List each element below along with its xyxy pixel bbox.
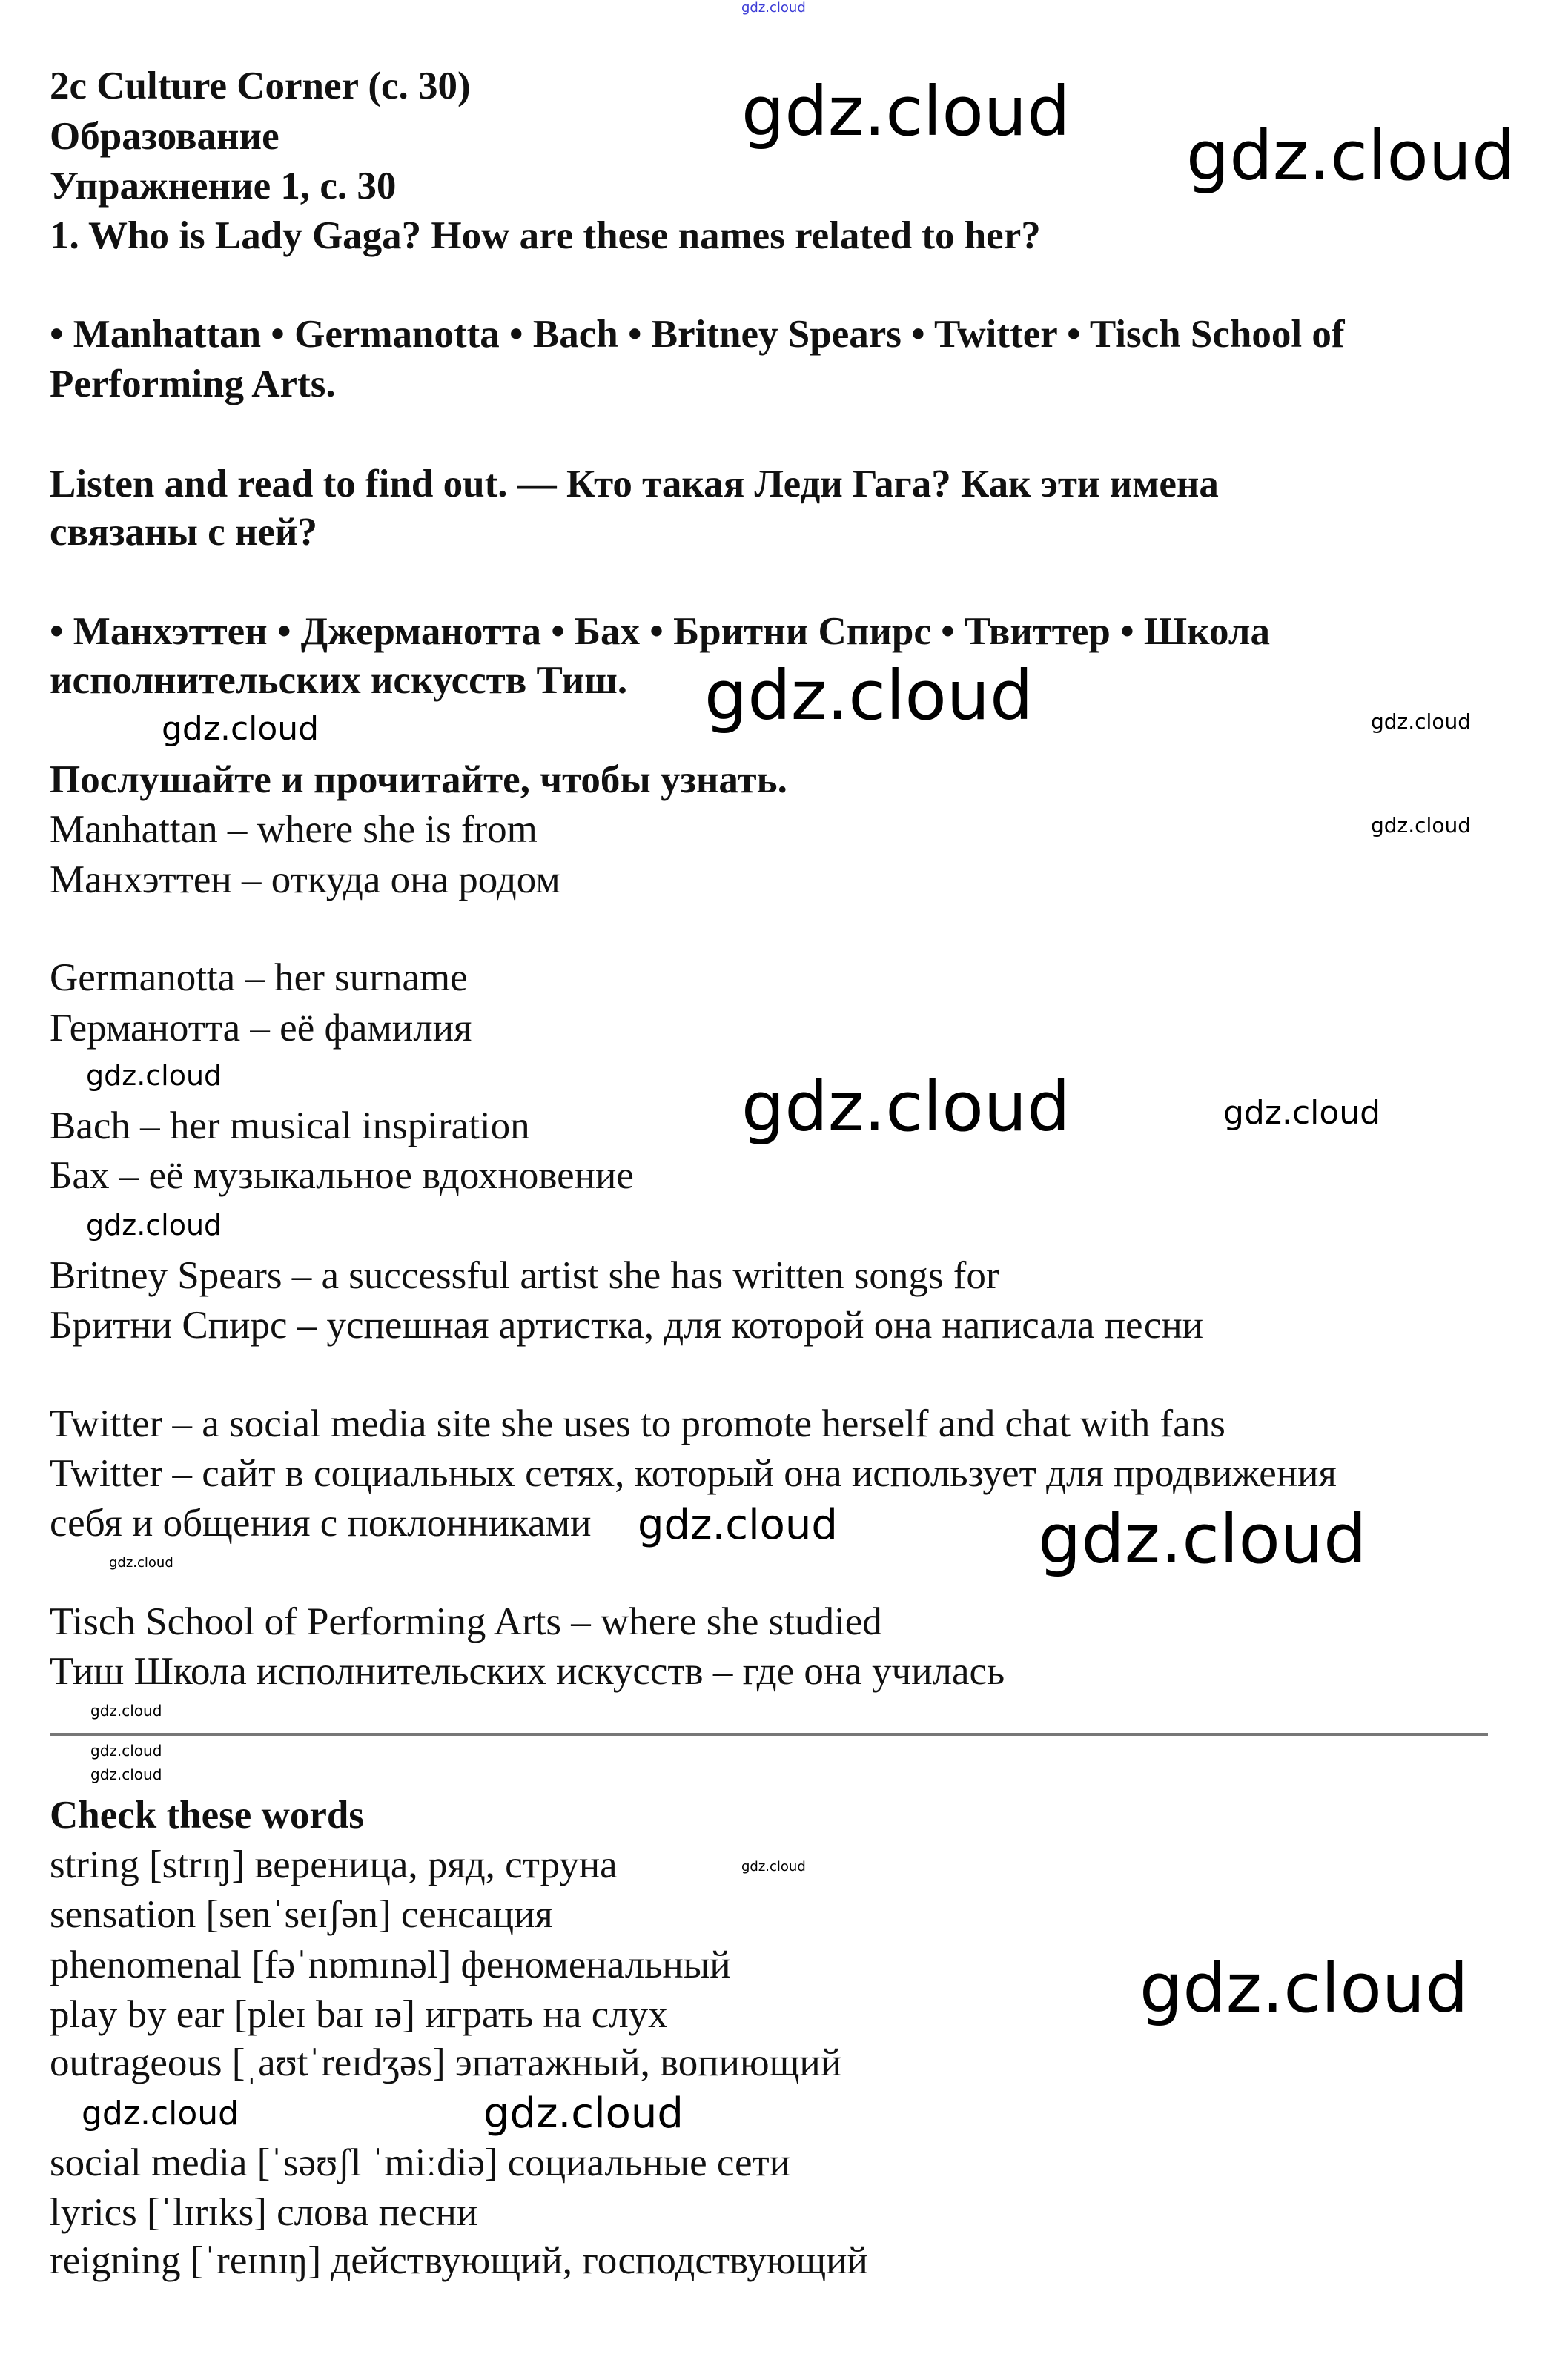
- watermark: gdz.cloud: [109, 1555, 173, 1571]
- watermark: gdz.cloud: [82, 2095, 239, 2132]
- watermark: gdz.cloud: [1371, 813, 1471, 838]
- names-en-line: Performing Arts.: [50, 362, 336, 405]
- answer-en: Tisch School of Performing Arts – where she studied: [50, 1600, 882, 1643]
- watermark: gdz.cloud: [1186, 116, 1515, 196]
- vocab-item: phenomenal [fəˈnɒmɪnəl] феноменальный: [50, 1943, 731, 1986]
- vocab-item: reigning [ˈreɪnɪŋ] действующий, господствующий: [50, 2239, 868, 2282]
- watermark: gdz.cloud: [162, 710, 320, 748]
- watermark: gdz.cloud: [90, 1766, 162, 1783]
- answer-ru: Германотта – её фамилия: [50, 1007, 472, 1050]
- answer-ru: Тиш Школа исполнительских искусств – где она училась: [50, 1650, 1005, 1693]
- watermark: gdz.cloud: [741, 72, 1071, 151]
- answer-ru: себя и общения с поклонниками: [50, 1502, 592, 1545]
- answer-en: Bach – her musical inspiration: [50, 1104, 530, 1147]
- watermark: gdz.cloud: [483, 2089, 684, 2138]
- vocab-item: social media [ˈsəʊʃl ˈmiːdiə] социальные сети: [50, 2141, 791, 2184]
- answer-en: Manhattan – where she is from: [50, 808, 538, 851]
- exercise-heading: Упражнение 1, с. 30: [50, 165, 397, 208]
- vocab-item: play by ear [pleɪ baɪ ɪə] играть на слух: [50, 1993, 668, 2036]
- answer-en: Britney Spears – a successful artist she has written songs for: [50, 1254, 999, 1297]
- names-ru-line: • Манхэттен • Джерманотта • Бах • Бритни Спирс • Твиттер • Школа: [50, 610, 1270, 653]
- vocab-item: outrageous [ˌaʊtˈreɪdʒəs] эпатажный, вопиющий: [50, 2041, 842, 2084]
- vocab-item: string [strɪŋ] вереница, ряд, струна: [50, 1843, 618, 1886]
- watermark: gdz.cloud: [741, 1067, 1071, 1147]
- watermark: gdz.cloud: [741, 1859, 806, 1875]
- watermark: gdz.cloud: [1371, 709, 1471, 734]
- vocab-item: lyrics [ˈlɪrɪks] слова песни: [50, 2191, 478, 2234]
- watermark: gdz.cloud: [90, 1702, 162, 1720]
- instruction-ru: Послушайте и прочитайте, чтобы узнать.: [50, 758, 787, 801]
- question: 1. Who is Lady Gaga? How are these names related to her?: [50, 214, 1041, 257]
- vocab-title: Check these words: [50, 1794, 364, 1837]
- watermark: gdz.cloud: [704, 656, 1033, 735]
- page-title: 2c Culture Corner (с. 30): [50, 64, 471, 107]
- watermark: gdz.cloud: [638, 1501, 838, 1549]
- names-ru-line: исполнительских искусств Тиш.: [50, 659, 628, 702]
- watermark: gdz.cloud: [86, 1209, 222, 1242]
- vocab-item: sensation [senˈseɪʃən] сенсация: [50, 1893, 553, 1936]
- answer-en: Germanotta – her surname: [50, 956, 468, 999]
- watermark: gdz.cloud: [1223, 1094, 1381, 1132]
- watermark: gdz.cloud: [86, 1059, 222, 1092]
- section-divider: [50, 1733, 1488, 1736]
- answer-en: Twitter – a social media site she uses to promote herself and chat with fans: [50, 1402, 1226, 1445]
- watermark: gdz.cloud: [90, 1742, 162, 1760]
- watermark: gdz.cloud: [1140, 1949, 1469, 2028]
- names-en-line: • Manhattan • Germanotta • Bach • Britney Spears • Twitter • Tisch School of: [50, 313, 1345, 356]
- answer-ru: Бах – её музыкальное вдохновение: [50, 1154, 634, 1197]
- instruction-line: связаны с ней?: [50, 511, 317, 554]
- instruction-line: Listen and read to find out. — Кто такая Леди Гага? Как эти имена: [50, 463, 1219, 505]
- subject-heading: Образование: [50, 115, 280, 158]
- watermark: gdz.cloud: [1038, 1499, 1367, 1579]
- answer-ru: Бритни Спирс – успешная артистка, для которой она написала песни: [50, 1304, 1204, 1347]
- answer-ru: Twitter – сайт в социальных сетях, который она использует для продвижения: [50, 1452, 1337, 1495]
- watermark-top: gdz.cloud: [741, 0, 806, 16]
- answer-ru: Манхэттен – откуда она родом: [50, 858, 560, 901]
